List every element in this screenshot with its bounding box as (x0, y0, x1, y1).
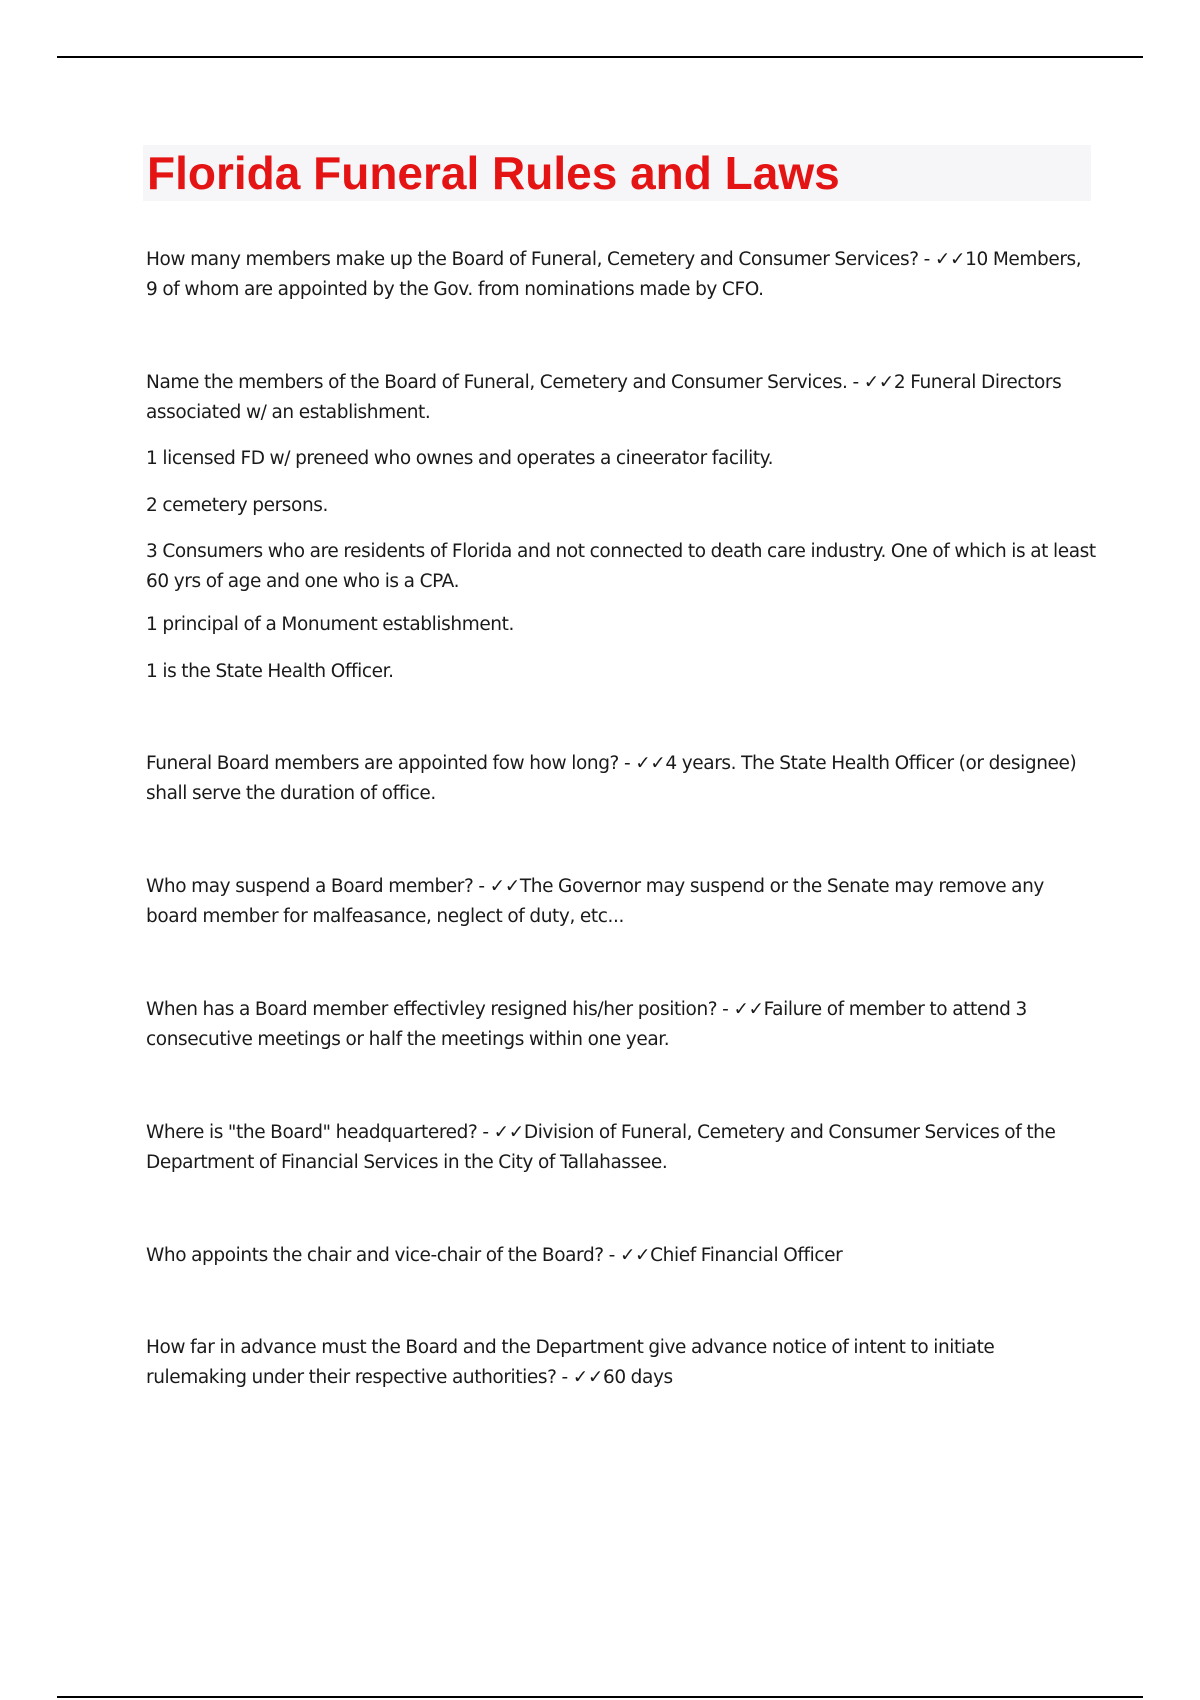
bottom-rule (57, 1696, 1143, 1698)
member-item: 1 licensed FD w/ preneed who ownes and operates a cineerator facility. (146, 448, 774, 469)
qa-rulemaking-notice: How far in advance must the Board and the Department give advance notice of intent to initiate rulemaking under their respective authorities? - ✓✓60 days (146, 1337, 995, 1388)
qa-term-length: Funeral Board members are appointed fow how long? - ✓✓4 years. The State Health Officer (or designee) shall serve the duration of office. (146, 753, 1077, 804)
qa-board-size: How many members make up the Board of Funeral, Cemetery and Consumer Services? - ✓✓10 Members, 9 of whom are appointed by the Gov. from nominations made by CFO. (146, 249, 1082, 300)
top-rule (57, 56, 1143, 58)
qa-board-members: Name the members of the Board of Funeral, Cemetery and Consumer Services. - ✓✓2 Funeral Directors associated w/ an establishment. (146, 372, 1062, 423)
member-item: 3 Consumers who are residents of Florida and not connected to death care industry. One of which is at least 60 yrs of age and one who is a CPA. (146, 541, 1096, 592)
member-item: 1 principal of a Monument establishment. (146, 614, 514, 635)
qa-resignation: When has a Board member effectivley resigned his/her position? - ✓✓Failure of member to attend 3 consecutive meetings or half the meetings within one year. (146, 999, 1027, 1050)
member-item: 2 cemetery persons. (146, 495, 329, 516)
document-title: Florida Funeral Rules and Laws (147, 147, 840, 199)
qa-suspend-member: Who may suspend a Board member? - ✓✓The Governor may suspend or the Senate may remove any board member for malfeasance, neglect of duty, etc... (146, 876, 1044, 927)
qa-headquarters: Where is "the Board" headquartered? - ✓✓Division of Funeral, Cemetery and Consumer Services of the Department of Financial Services in the City of Tallahassee. (146, 1122, 1056, 1173)
member-item: 1 is the State Health Officer. (146, 661, 394, 682)
qa-chair-appointment: Who appoints the chair and vice-chair of the Board? - ✓✓Chief Financial Officer (146, 1245, 843, 1266)
